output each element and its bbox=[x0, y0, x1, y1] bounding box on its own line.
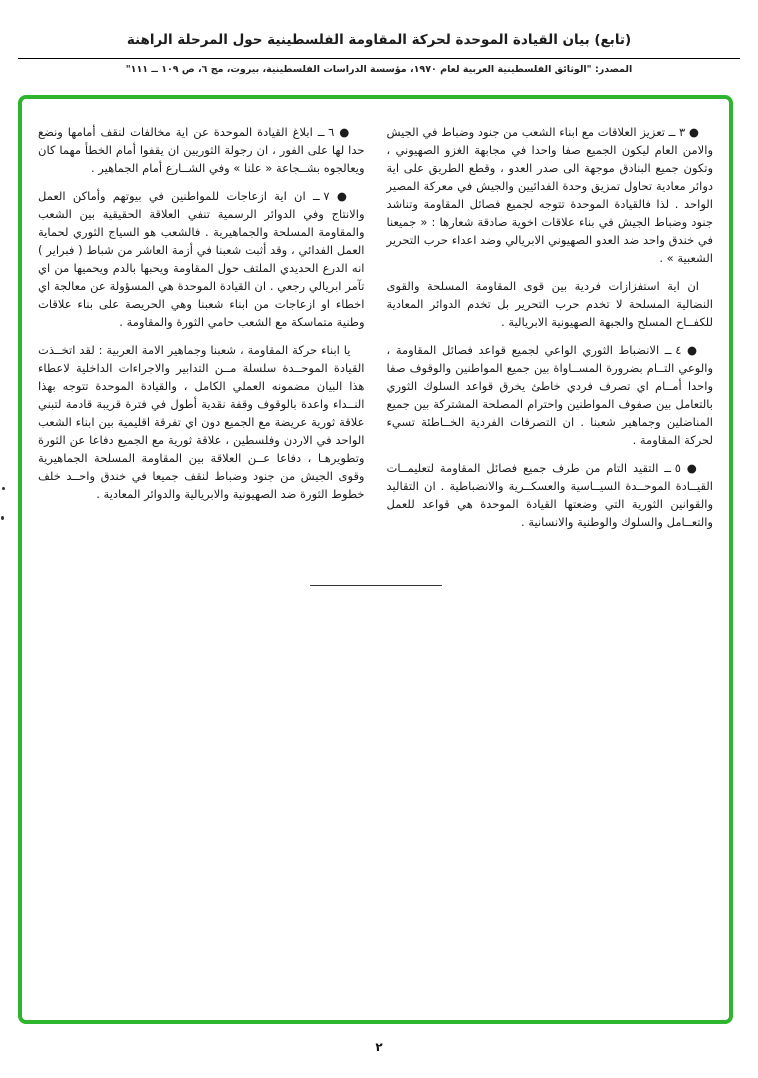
left-column bbox=[38, 123, 365, 541]
paragraph-item-5: ● ٥ ــ التقيد التام من طرف جميع فصائل المقاومة لتعليمــات القيــادة الموحــدة السيــاسية والعسكــرية والانضباطية . ان التقاليد والقوانين الثورية التي وضعتها القيادة الموحدة هي قواعد للعمل والتعــامل والسلوك والوطنية والانسانية . bbox=[386, 461, 713, 529]
paragraph-closing: يا ابناء حركة المقاومة ، شعبنا وجماهير الامة العربية : لقد اتخــذت القيادة الموحــدة سلسلة مــن التدابير والاجراءات الداخلية لاعطاء هذا البيان مضمونه العملي الكامل ، والقيادة الموحدة تتوجه بهذا النــداء واعدة بالوقوف وقفة نقدية أطول في فترة قريبة قادمة لتبني علاقة ثورية عريضة مع الجميع دون اي تفرقة اقليمية بين ابناء الشعب الواحد في الاردن وفلسطين ، علاقة ثورية مع الجميع دفاعا عن الثورة وتطويرهـا ، دفاعا عــن العلاقة بين المقاومة المسلحة الجماهيرية وقوى الجيش من جنود وضباط لنقف جميعا في خندق واحــد خلف خطوط الثورة ضد الصهيونية والابريالية والدوائر المعادية . bbox=[38, 343, 365, 501]
page-number: ٢ bbox=[375, 1040, 383, 1054]
text-columns bbox=[22, 99, 729, 541]
green-document-frame bbox=[18, 95, 733, 1024]
paragraph-item-6: ● ٦ ــ ابلاغ القيادة الموحدة عن اية مخالفات لنقف أمامها ونضع حدا لها على الفور ، ان رجولة الثوريين ان يقفوا أمام الخطأ مهما كان ويعالجوه بشــجاعة « علنا » وفي الشــارع أمام الجماهير . bbox=[38, 125, 365, 175]
section-end-divider bbox=[310, 585, 442, 586]
source-citation: المصدر: "الوثائق الفلسطينية العربية لعام ١٩٧٠، مؤسسة الدراسات الفلسطينية، بيروت، مج ٦، ص ١٠٩ ــ ١١١" bbox=[125, 64, 633, 75]
paragraph-item-4: ● ٤ ــ الانضباط الثوري الواعي لجميع قواعد فصائل المقاومة ، والوعي التــام بضرورة المســاواة بين جميع المواطنين والوقوف صفا واحدا أمــام اي تصرف فردي خاطئ يخرق قواعد السلوك الثوري بالتعامل بين صفوف المواطنين واحترام المصلحة المشتركة بين جميع المناضلين وجماهير شعبنا . ان التصرفات الفردية الخــاطئة تسيء لحركة المقاومة . bbox=[386, 343, 713, 447]
page-title: (تابع) بيان القيادة الموحدة لحركة المقاومة الفلسطينية حول المرحلة الراهنة bbox=[126, 32, 632, 48]
right-column bbox=[387, 123, 714, 541]
paragraph-item-7: ● ٧ ــ ان اية ازعاجات للمواطنين في بيوتهم وأماكن العمل والانتاج وفي الدوائر الرسمية تنفي العلاقة الحقيقية بين الشعب والمقاومة المسلحة والجماهيرية . فالشعب هو السياج الثوري لحماية العمل الفدائي ، وقد أثبت شعبنا في أزمة العاشر من شباط ( فبراير ) انه الدرع الحديدي الملتف حول المقاومة ويحبها بالدم ويحميها من اي تآمر ابريالي رجعي . ان القيادة الموحدة هي المسؤولة عن معالجة اي اخطاء او ازعاجات من ابناء شعبنا وهي الحريصة على بناء علاقات وطنية متماسكة مع الشعب حامي الثورة والمقاومة . bbox=[38, 189, 365, 329]
scan-artifact bbox=[2, 487, 5, 490]
paragraph-note: ان اية استفزازات فردية بين قوى المقاومة المسلحة والقوى النضالية المسلحة لا تخدم حرب التحرير بل تخدم الدوائر المعادية للكفــاح المسلح والجبهة الصهيونية الابريالية . bbox=[386, 279, 713, 329]
scan-artifact bbox=[1, 516, 4, 520]
title-divider bbox=[18, 58, 740, 59]
paragraph-item-3: ● ٣ ــ تعزيز العلاقات مع ابناء الشعب من جنود وضباط في الجيش والامن العام ليكون الجميع صفا واحدا في مجابهة الغزو الصهيوني ، وتكون جميع البنادق موجهة الى صدر العدو ، وقطع الطريق على اية دوائر معادية تحاول تمزيق وحدة الفدائيين والجيش في معركة المصير الواحد . لذا فالقيادة الموحدة تتوجه لجميع فصائل المقاومة وتناشد جنود وضباط الجيش في بناء علاقات اخوية صادقة شعارها : « جميعنا في خندق واحد ضد العدو الصهيوني الابريالي وضد اعداء حرب التحرير الشعبية » . bbox=[386, 125, 713, 265]
